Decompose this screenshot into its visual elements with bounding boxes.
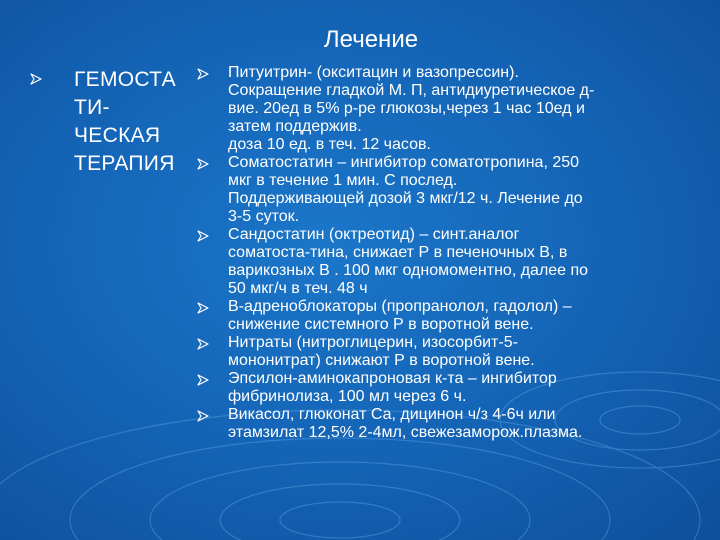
list-item [196, 298, 701, 334]
arrow-bullet-icon [197, 158, 209, 170]
list-item-text: Эпсилон-аминокапроновая к-та – ингибитор фибринолиза, 100 мл через 6 ч. [228, 370, 557, 405]
arrow-bullet-icon [197, 230, 209, 242]
list-item-text: Викасол, глюконат Са, дицинон ч/з 4-6ч или этамзилат 12,5% 2-4мл, свежезаморож.плазма. [228, 406, 583, 441]
list-item [196, 406, 701, 442]
arrow-bullet-icon [197, 68, 209, 80]
list-item [196, 370, 701, 406]
topic-heading-line: ГЕМОСТА [74, 68, 176, 91]
topic-heading-line: ТЕРАПИЯ [74, 152, 175, 175]
arrow-bullet-icon [197, 338, 209, 350]
topic-heading [74, 66, 204, 178]
topic-heading-line: ТИ- [74, 96, 110, 119]
list-item [196, 334, 701, 370]
arrow-bullet-icon [197, 302, 209, 314]
list-item-text: Сандостатин (октреотид) – синт.аналог соматоста-тина, снижает Р в печеночных В, в варикозных В . 100 мкг одномоментно, далее по 50 мкг/ч в теч. 48 ч [228, 226, 589, 297]
topic-heading-line: ЧЕСКАЯ [74, 124, 161, 147]
list-item-text: Нитраты (нитроглицерин, изосорбит-5- мононитрат) снижают Р в воротной вене. [228, 334, 535, 369]
treatment-list [196, 64, 701, 442]
arrow-bullet-icon [197, 374, 209, 386]
list-item-text: Соматостатин – ингибитор соматотропина, 250 мкг в течение 1 мин. С послед. Поддерживающей дозой 3 мкг/12 ч. Лечение до 3-5 суток. [228, 154, 583, 225]
arrow-bullet-icon [30, 73, 42, 85]
list-item [196, 64, 701, 154]
list-item-text: В-адреноблокаторы (пропранолол, гадолол) – снижение системного Р в воротной вене. [228, 298, 572, 333]
arrow-bullet-icon [197, 410, 209, 422]
list-item [196, 154, 701, 226]
slide-title: Лечение [323, 26, 419, 53]
list-item-text: Питуитрин- (окситацин и вазопрессин). Сокращение гладкой М. П, антидиуретическое д- вие. 20ед в 5% р-ре глюкозы,через 1 час 10ед и затем поддержив. доза 10 ед. в теч. 12 часов. [228, 64, 595, 153]
list-item [196, 226, 701, 298]
